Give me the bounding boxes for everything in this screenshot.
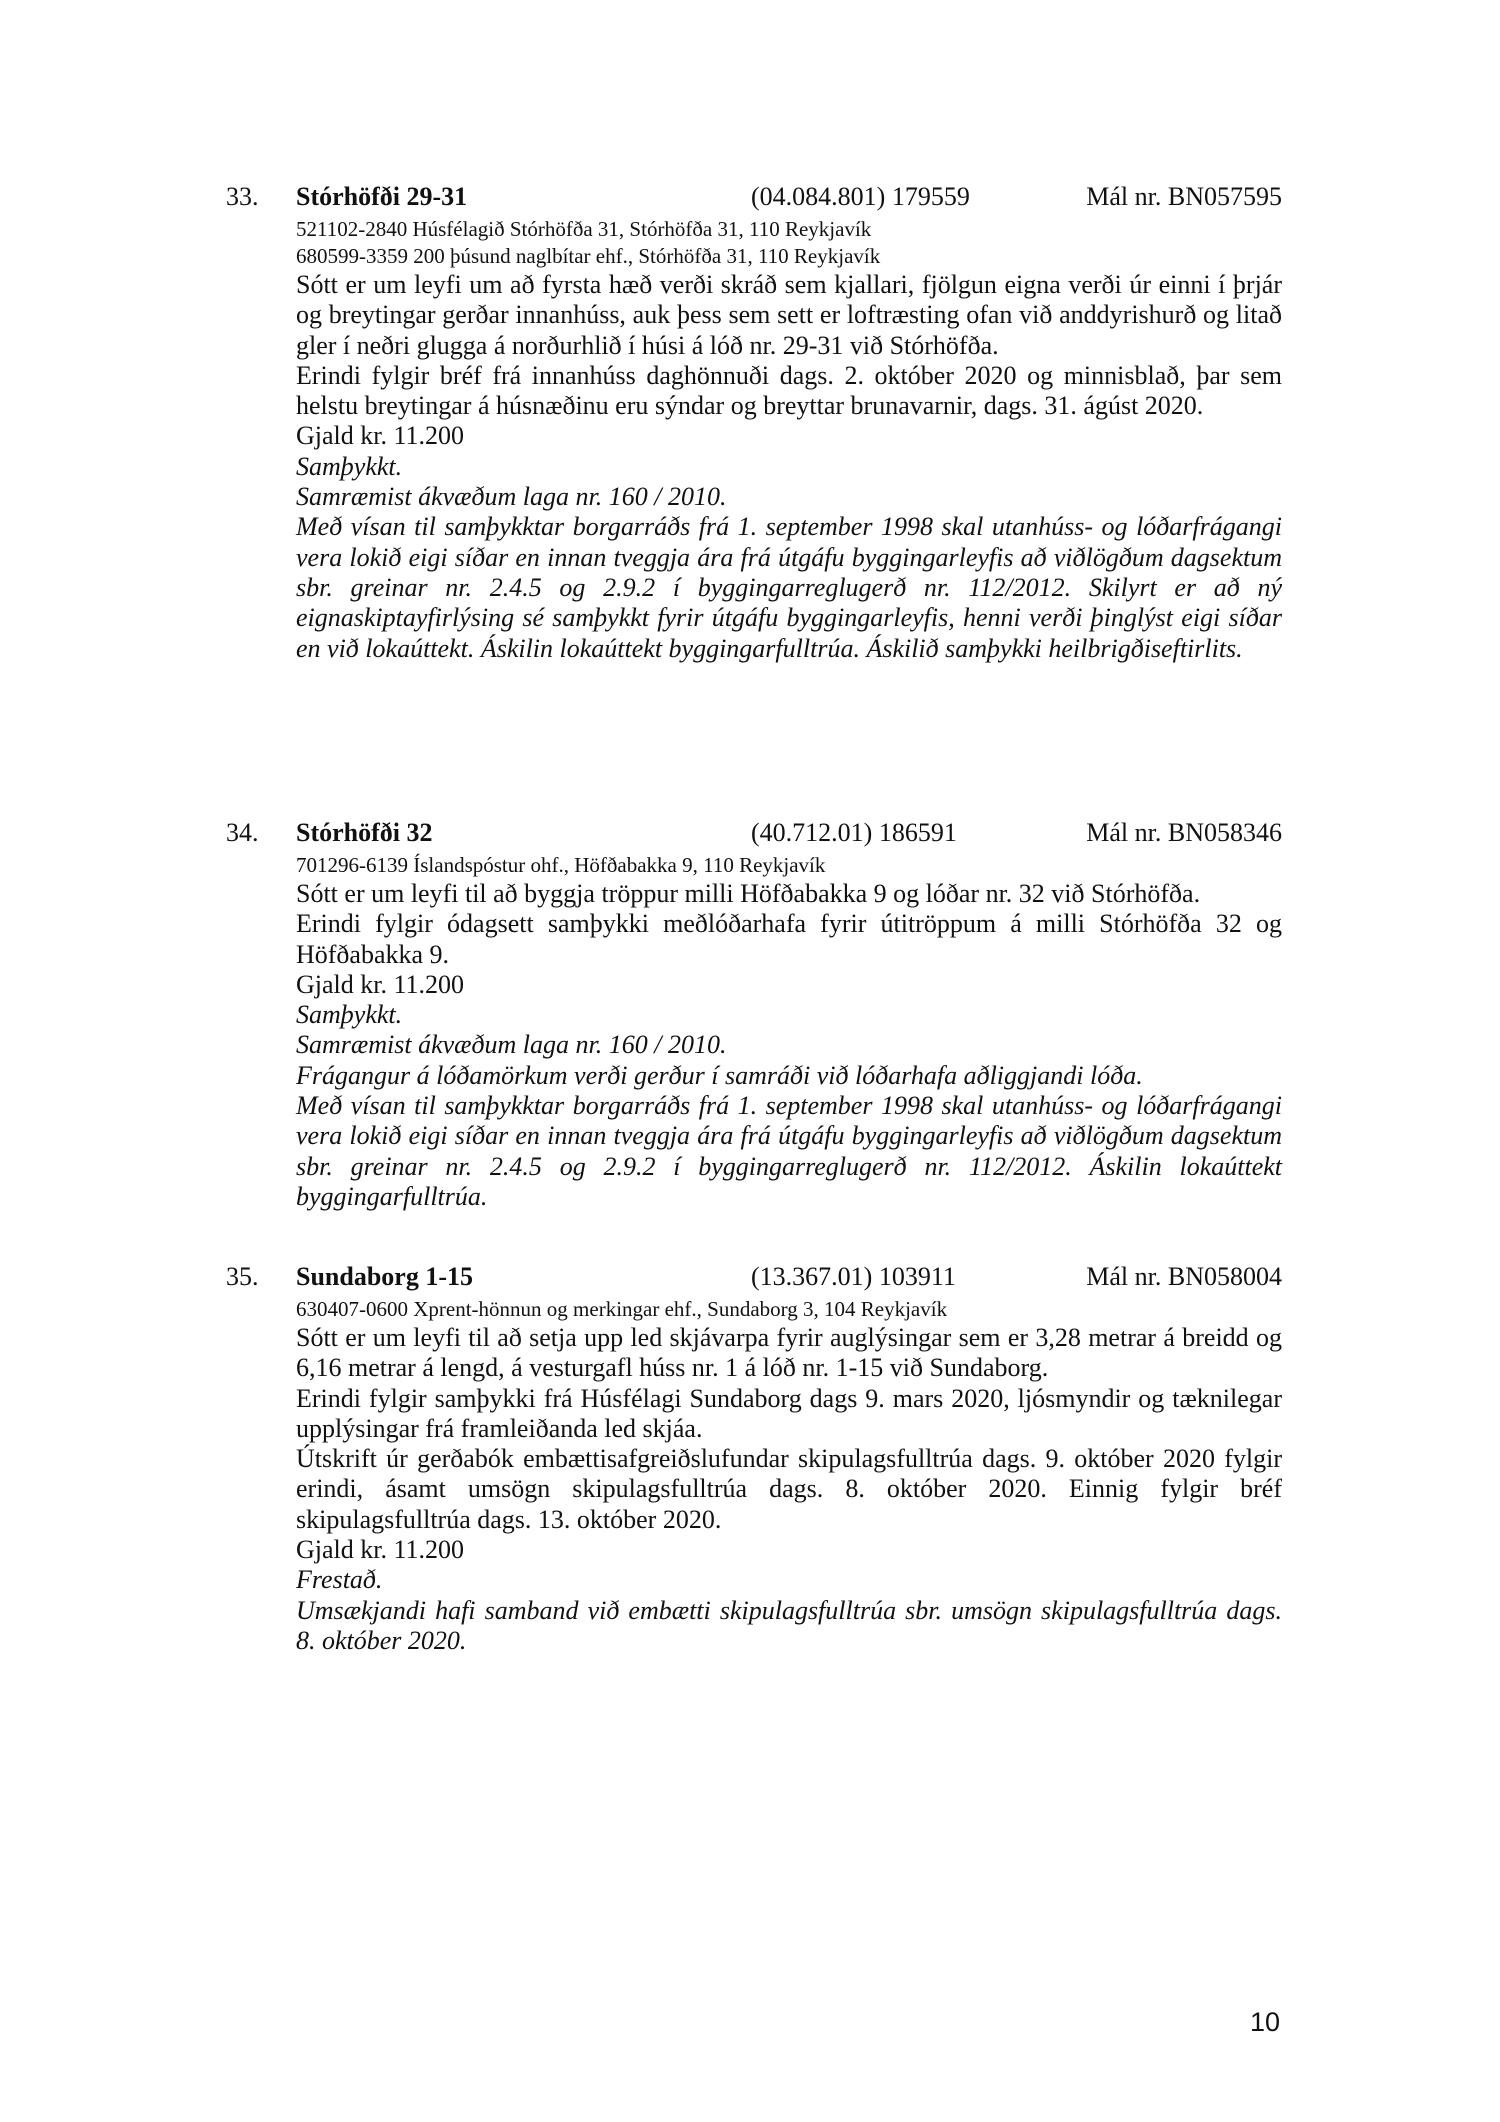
item-case-number: Mál nr. BN058346 <box>1086 818 1282 847</box>
item-fee: Gjald kr. 11.200 <box>296 969 465 999</box>
item-description: Sótt er um leyfi til að setja upp led skjávarpa fyrir auglýsingar sem er 3,28 metrar á breidd og 6,16 metrar á lengd, á vesturgafl húss nr. 1 á lóð nr. 1-15 við Sundaborg. <box>296 1323 1282 1383</box>
item-attachments: Erindi fylgir ódagsett samþykki meðlóðarhafa fyrir útitröppum á milli Stórhöfða 32 og Höfðabakka 9. <box>296 909 1282 969</box>
item-decision: Frestað. <box>296 1565 383 1595</box>
item-conditions: Með vísan til samþykktar borgarráðs frá 1. september 1998 skal utanhúss- og lóðarfrágangi vera lokið eigi síðar en innan tveggja ára frá útgáfu byggingarleyfis að viðlögðum dagsektum sbr. greinar nr. 2.4.5 og 2.9.2 í byggingarreglugerð nr. 112/2012. Skilyrt er að ný eignaskiptayfirlýsing sé samþykkt fyrir útgáfu byggingarleyfis, henni verði þinglýst eigi síðar en við lokaúttekt. Áskilin lokaúttekt byggingarfulltrúa. Áskilið samþykki heilbrigðiseftirlits. <box>296 512 1282 663</box>
item-reference: (13.367.01) 103911 <box>751 1262 956 1291</box>
item-title: Stórhöfði 29-31 <box>296 182 468 211</box>
item-decision: Samþykkt. <box>296 1000 403 1030</box>
item-number: 34. <box>226 818 259 847</box>
item-conformity: Samræmist ákvæðum laga nr. 160 / 2010. <box>296 482 727 512</box>
item-number: 35. <box>226 1262 259 1291</box>
item-number: 33. <box>226 182 259 211</box>
item-title: Stórhöfði 32 <box>296 818 433 847</box>
page-number: 10 <box>1249 2007 1280 2037</box>
item-attachments: Erindi fylgir bréf frá innanhúss daghönnuði dags. 2. október 2020 og minnisblað, þar sem helstu breytingar á húsnæðinu eru sýndar og breyttar brunavarnir, dags. 31. ágúst 2020. <box>296 360 1282 421</box>
item-note: Frágangur á lóðamörkum verði gerður í samráði við lóðarhafa aðliggjandi lóða. <box>296 1060 1143 1090</box>
item-fee: Gjald kr. 11.200 <box>296 421 465 451</box>
item-attachments: Erindi fylgir samþykki frá Húsfélagi Sundaborg dags 9. mars 2020, ljósmyndir og tæknilegar upplýsingar frá framleiðanda led skjáa. <box>296 1383 1282 1443</box>
item-instruction: Umsækjandi hafi samband við embætti skipulagsfulltrúa sbr. umsögn skipulagsfulltrúa dags. 8. október 2020. <box>296 1595 1282 1655</box>
item-fee: Gjald kr. 11.200 <box>296 1535 465 1565</box>
item-description: Sótt er um leyfi um að fyrsta hæð verði skráð sem kjallari, fjölgun eigna verði úr einni í þrjár og breytingar gerðar innanhúss, auk þess sem sett er loftræsting ofan við anddyrishurð og litað gler í neðri glugga á norðurhlið í húsi á lóð nr. 29-31 við Stórhöfða. <box>296 270 1282 360</box>
item-description: Sótt er um leyfi til að byggja tröppur milli Höfðabakka 9 og lóðar nr. 32 við Stórhöfða. <box>296 879 1201 908</box>
item-extract: Útskrift úr gerðabók embættisafgreiðslufundar skipulagsfulltrúa dags. 9. október 2020 fylgir erindi, ásamt umsögn skipulagsfulltrúa dags. 8. október 2020. Einnig fylgir bréf skipulagsfulltrúa dags. 13. október 2020. <box>296 1444 1282 1534</box>
item-title: Sundaborg 1-15 <box>296 1262 473 1291</box>
item-conformity: Samræmist ákvæðum laga nr. 160 / 2010. <box>296 1030 727 1060</box>
item-case-number: Mál nr. BN058004 <box>1086 1262 1282 1291</box>
applicant-line: 630407-0600 Xprent-hönnun og merkingar ehf., Sundaborg 3, 104 Reykjavík <box>296 1297 948 1321</box>
item-reference: (04.084.801) 179559 <box>751 182 970 211</box>
item-reference: (40.712.01) 186591 <box>751 818 957 847</box>
applicant-line: 701296-6139 Íslandspóstur ohf., Höfðabakka 9, 110 Reykjavík <box>296 853 826 877</box>
item-decision: Samþykkt. <box>296 451 403 481</box>
applicant-line: 521102-2840 Húsfélagið Stórhöfða 31, Stórhöfða 31, 110 Reykjavík <box>296 217 872 241</box>
item-conditions: Með vísan til samþykktar borgarráðs frá 1. september 1998 skal utanhúss- og lóðarfrágangi vera lokið eigi síðar en innan tveggja ára frá útgáfu byggingarleyfis að viðlögðum dagsektum sbr. greinar nr. 2.4.5 og 2.9.2 í byggingarreglugerð nr. 112/2012. Áskilin lokaúttekt byggingarfulltrúa. <box>296 1091 1282 1211</box>
applicant-line: 680599-3359 200 þúsund naglbítar ehf., Stórhöfða 31, 110 Reykjavík <box>296 244 881 268</box>
item-case-number: Mál nr. BN057595 <box>1086 182 1282 211</box>
